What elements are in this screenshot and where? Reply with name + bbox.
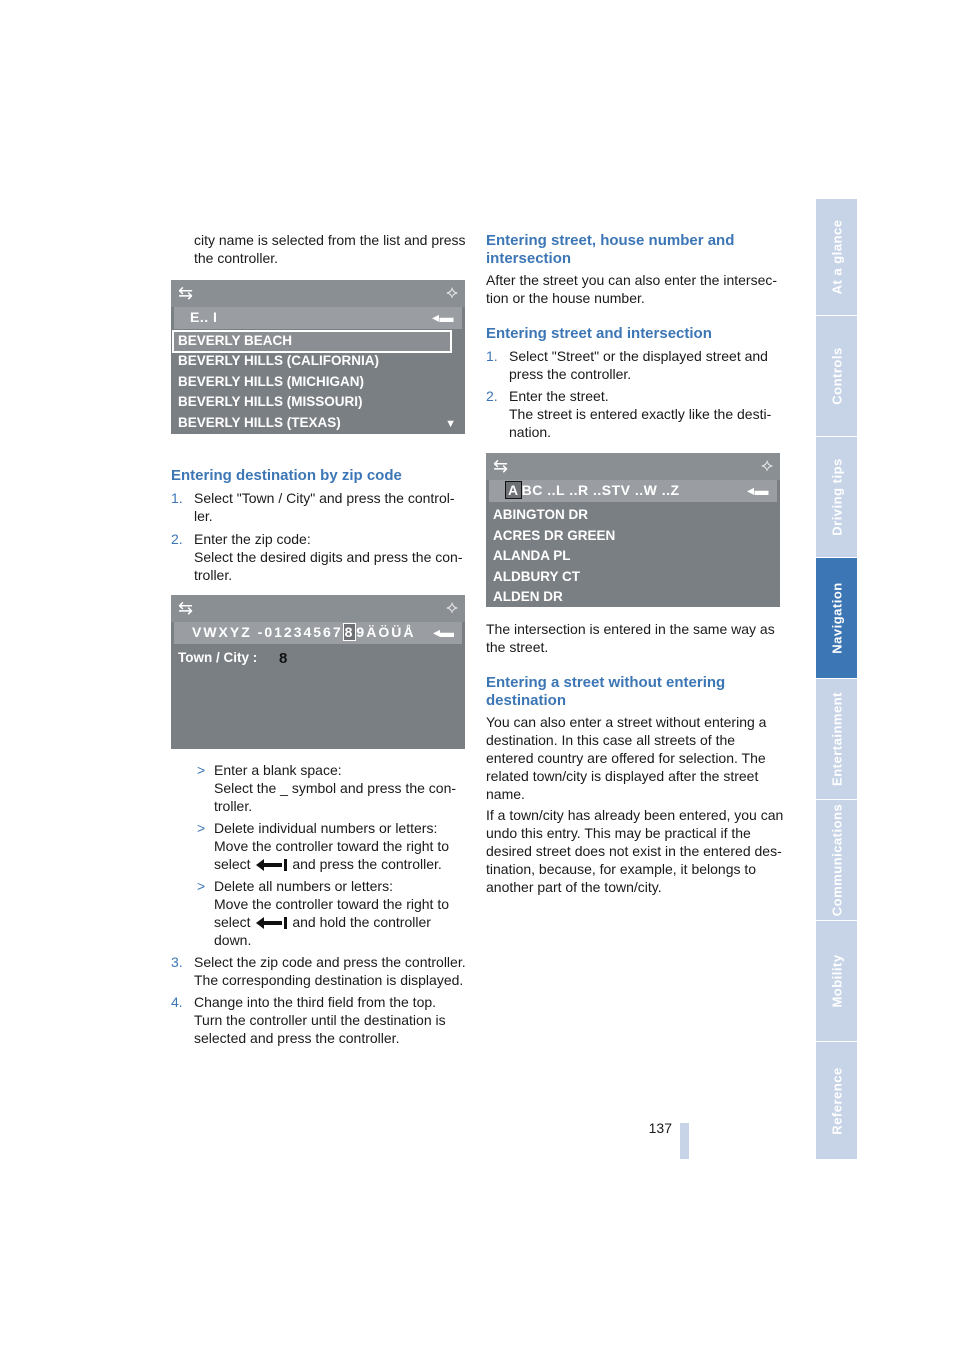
without-destination-text-1: You can also enter a street without entering a destination. In this case all streets of the entered country are offered for selection. The related town/city is displayed after the street name. — [486, 714, 767, 802]
city-input-field[interactable]: E.. I ◂▬ — [174, 307, 462, 329]
town-city-label: Town / City : — [178, 650, 258, 665]
street-speller[interactable]: A BC ..L ..R ..STV ..W ..Z ◂▬ — [489, 480, 777, 502]
selected-character[interactable]: A — [505, 481, 522, 499]
list-item[interactable]: BEVERLY HILLS (MICHIGAN) — [178, 374, 365, 389]
without-destination-text-2: If a town/city has already been entered, you can undo this entry. This may be practical if the desired street does not exist in the entered des- tination, because, for example, it belongs to another part of the town/city. — [486, 807, 784, 895]
list-item[interactable]: BEVERLY HILLS (TEXAS) — [178, 415, 341, 430]
tab-communications[interactable]: Communications — [816, 800, 857, 921]
list-item[interactable]: ACRES DR GREEN — [493, 528, 616, 543]
character-speller[interactable]: VWXYZ -01234567 8 9ÄÖÜÅ ◂▬ — [174, 622, 462, 644]
street-house-heading: Entering street, house number and intersection — [486, 232, 735, 267]
screen-header — [171, 595, 465, 622]
intersection-text: The intersection is entered in the same way as the street. — [486, 621, 775, 655]
back-arrow-icon[interactable]: ⇆ — [493, 456, 509, 476]
town-city-value: 8 — [279, 650, 288, 667]
move-icon: ⟡ — [446, 282, 458, 302]
without-destination-heading: Entering a street without entering destination — [486, 674, 726, 709]
back-arrow-icon[interactable]: ⇆ — [178, 283, 194, 303]
tab-reference[interactable]: Reference — [816, 1042, 857, 1160]
tab-driving-tips[interactable]: Driving tips — [816, 437, 857, 558]
page-number: 137 — [648, 1120, 672, 1136]
tab-mobility[interactable]: Mobility — [816, 921, 857, 1042]
tab-at-a-glance[interactable]: At a glance — [816, 199, 857, 316]
list-item[interactable]: BEVERLY HILLS (MISSOURI) — [178, 394, 363, 409]
delete-icon[interactable]: ◂▬ — [431, 309, 454, 325]
delete-symbol-icon — [254, 916, 288, 930]
street-intersection-heading: Entering street and intersection — [486, 325, 712, 342]
screen-header — [171, 280, 465, 307]
list-item[interactable]: ABINGTON DR — [493, 507, 589, 522]
back-arrow-icon[interactable]: ⇆ — [178, 598, 194, 618]
selected-character[interactable]: 8 — [344, 624, 355, 640]
page-marker-bar — [680, 1123, 689, 1159]
street-list-screen — [486, 453, 780, 607]
zip-heading: Entering destination by zip code — [171, 467, 402, 484]
delete-icon[interactable]: ◂▬ — [432, 624, 454, 640]
city-list-screen — [171, 280, 465, 434]
screen-header — [486, 453, 780, 480]
zip-entry-screen — [171, 595, 465, 749]
delete-icon[interactable]: ◂▬ — [746, 482, 769, 498]
tab-controls[interactable]: Controls — [816, 316, 857, 437]
move-icon: ⟡ — [446, 597, 458, 617]
tab-entertainment[interactable]: Entertainment — [816, 679, 857, 800]
move-icon: ⟡ — [761, 455, 773, 475]
street-house-text: After the street you can also enter the intersec- tion or the house number. — [486, 272, 778, 306]
intro-text: city name is selected from the list and press the controller. — [194, 232, 466, 266]
list-item[interactable]: ALDEN DR — [493, 589, 563, 604]
list-item[interactable]: BEVERLY HILLS (CALIFORNIA) — [178, 353, 380, 368]
scroll-down-icon[interactable]: ▼ — [445, 418, 456, 430]
tab-navigation[interactable]: Navigation — [816, 558, 857, 679]
list-item[interactable]: ALANDA PL — [493, 548, 571, 563]
list-item[interactable]: BEVERLY BEACH — [178, 333, 293, 348]
list-item[interactable]: ALDBURY CT — [493, 569, 580, 584]
delete-symbol-icon — [254, 858, 288, 872]
